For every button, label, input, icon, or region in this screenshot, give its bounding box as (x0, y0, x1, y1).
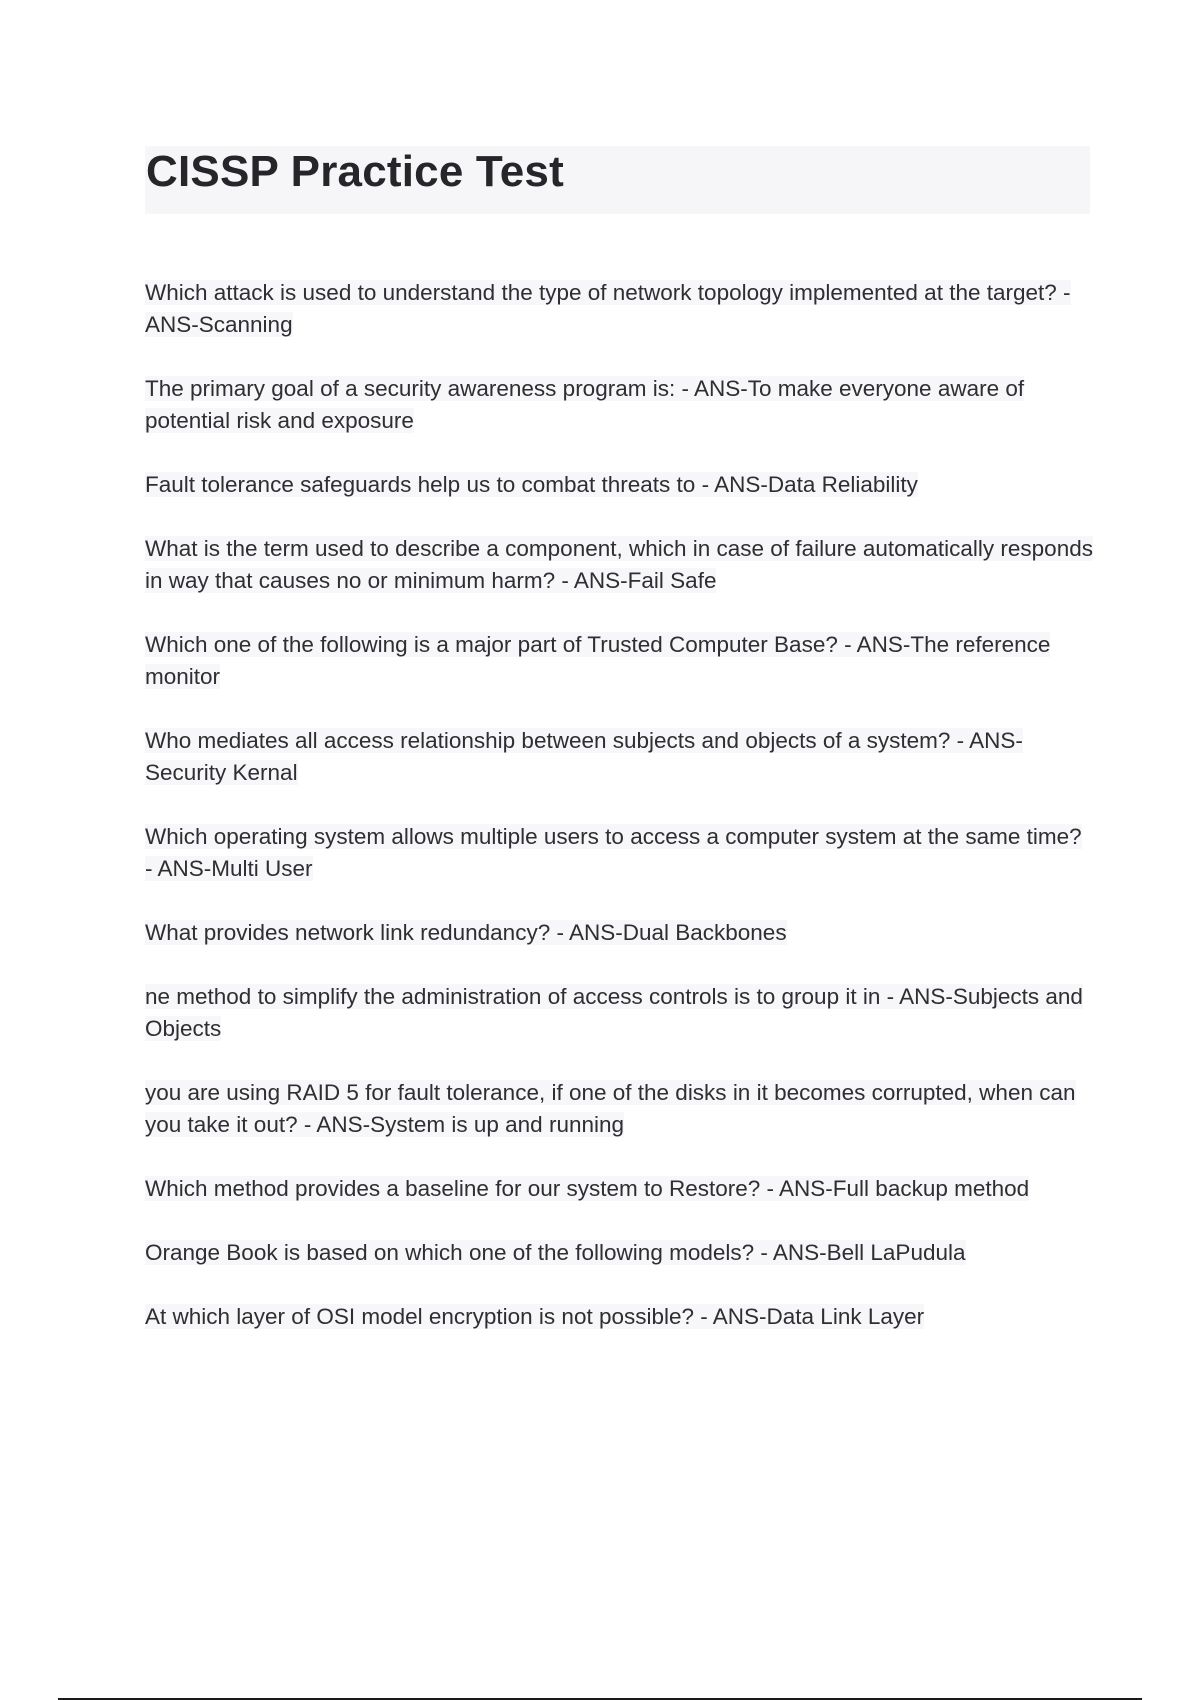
qa-text: Fault tolerance safeguards help us to combat threats to - ANS-Data Reliability (145, 472, 918, 497)
qa-item-11 (145, 1173, 1095, 1205)
qa-text: Who mediates all access relationship between subjects and objects of a system? - ANS-Security Kernal (145, 728, 1023, 785)
qa-item-3 (145, 469, 1095, 501)
qa-item-5 (145, 629, 1095, 693)
qa-text: Which method provides a baseline for our system to Restore? - ANS-Full backup method (145, 1176, 1030, 1201)
qa-item-10 (145, 1077, 1095, 1141)
qa-text: What is the term used to describe a component, which in case of failure automatically responds in way that causes no or minimum harm? - ANS-Fail Safe (145, 536, 1093, 593)
qa-item-7 (145, 821, 1095, 885)
qa-text: Which one of the following is a major part of Trusted Computer Base? - ANS-The reference monitor (145, 632, 1051, 689)
page-title: CISSP Practice Test (146, 147, 564, 196)
qa-item-1 (145, 277, 1095, 341)
qa-text: you are using RAID 5 for fault tolerance, if one of the disks in it becomes corrupted, when can you take it out? - ANS-System is up and running (145, 1080, 1076, 1137)
qa-text: Which operating system allows multiple users to access a computer system at the same time? - ANS-Multi User (145, 824, 1082, 881)
qa-text: The primary goal of a security awareness program is: - ANS-To make everyone aware of potential risk and exposure (145, 376, 1025, 433)
qa-item-8 (145, 917, 1095, 949)
qa-text: What provides network link redundancy? - ANS-Dual Backbones (145, 920, 787, 945)
qa-text: Orange Book is based on which one of the following models? - ANS-Bell LaPudula (145, 1240, 966, 1265)
qa-text: ne method to simplify the administration of access controls is to group it in - ANS-Subjects and Objects (145, 984, 1083, 1041)
qa-text: At which layer of OSI model encryption is not possible? - ANS-Data Link Layer (145, 1304, 925, 1329)
qa-item-13 (145, 1301, 1095, 1333)
qa-item-6 (145, 725, 1095, 789)
qa-text: Which attack is used to understand the type of network topology implemented at the target? - ANS-Scanning (145, 280, 1071, 337)
qa-item-9 (145, 981, 1095, 1045)
qa-item-4 (145, 533, 1095, 597)
qa-item-12 (145, 1237, 1095, 1269)
qa-item-2 (145, 373, 1095, 437)
question-answer-list (145, 277, 1095, 1365)
